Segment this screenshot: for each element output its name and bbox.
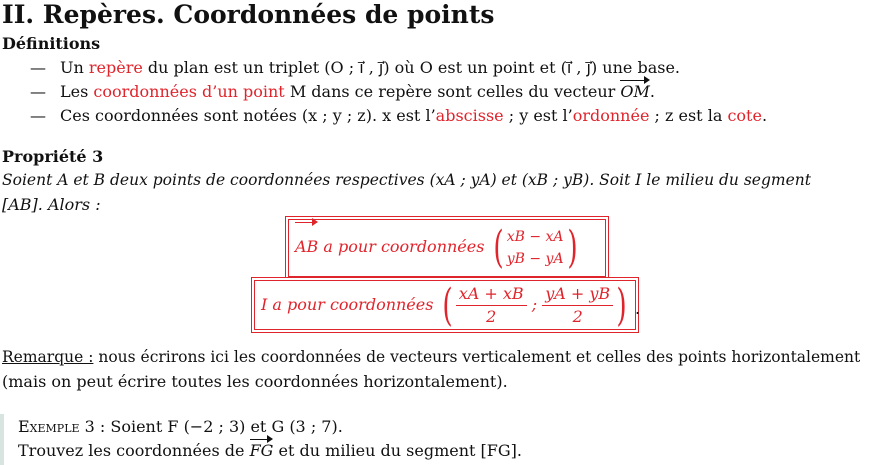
separator: ;	[526, 295, 543, 314]
text: Ces coordonnées sont notées (x ; y ; z). x est l’	[60, 106, 436, 125]
section-heading: II. Repères. Coordonnées de points	[2, 0, 495, 29]
formula-period: .	[635, 299, 641, 318]
term-ordonnee: ordonnée	[572, 106, 650, 125]
definition-item-3	[30, 106, 767, 125]
property-title: Propriété 3	[2, 147, 104, 166]
text: nous écrirons ici les coordonnées de vecteurs verticalement et celles des points horizontalement	[93, 348, 861, 366]
coord-y: yB − yA	[506, 250, 564, 267]
midpoint-formula-box	[254, 280, 636, 330]
vector-fg: FG	[249, 441, 274, 460]
term-abscisse: abscisse	[435, 106, 504, 125]
midpoint-formula: I a pour coordonnées ( $\frac{xA + xB}{2}$ ; $\frac{yA + yB}{2}$ )	[261, 279, 627, 331]
text: et du milieu du segment [FG].	[273, 441, 523, 460]
text: .	[649, 82, 655, 101]
text: : Soient F (−2 ; 3) et G (3 ; 7).	[94, 417, 343, 436]
text: Un	[60, 58, 89, 77]
denominator-x: 2	[486, 307, 497, 326]
property-line-1: Soient A et B deux points de coordonnées respectives (xA ; yA) et (xB ; yB). Soit I le milieu du segment	[2, 171, 811, 189]
term-cote: cote	[727, 106, 762, 125]
vector-formula-box	[288, 219, 606, 277]
text: ; z est la	[649, 106, 728, 125]
example-label: Exemple 3	[18, 417, 95, 436]
text: Les	[60, 82, 94, 101]
property-line-2: [AB]. Alors :	[2, 195, 101, 214]
vector-formula: AB a pour coordonnées ( xB − xA yB − yA )	[295, 221, 578, 273]
example-line-2	[18, 441, 522, 460]
dash: —	[30, 58, 46, 77]
text: Trouvez les coordonnées de	[18, 441, 250, 460]
remark-line-2: (mais on peut écrire toutes les coordonnées horizontalement).	[2, 372, 508, 391]
formula-text: a pour coordonnées	[318, 237, 490, 256]
dash: —	[30, 82, 46, 101]
remark-line-1	[2, 348, 860, 366]
text: .	[761, 106, 768, 125]
dash: —	[30, 106, 46, 125]
example-bar	[0, 414, 4, 465]
example-line-1	[18, 417, 343, 436]
vector-ab: AB	[295, 224, 318, 270]
numerator-x: xA + xB	[456, 283, 527, 306]
coord-x: xB − xA	[506, 228, 564, 245]
text: du plan est un triplet (O ; i⃗ , j⃗) où O est un point et (i⃗ , j⃗) une base.	[142, 58, 681, 77]
definition-item-1	[30, 58, 680, 77]
term-repere: repère	[88, 58, 143, 77]
definitions-title: Définitions	[2, 34, 101, 53]
denominator-y: 2	[572, 307, 583, 326]
formula-text: I a pour coordonnées	[261, 295, 439, 314]
term-coordonnees: coordonnées d’un point	[93, 82, 285, 101]
vector-om: OM	[620, 82, 650, 101]
text: ; y est l’	[503, 106, 573, 125]
numerator-y: yA + yB	[542, 283, 613, 306]
text: M dans ce repère sont celles du vecteur	[284, 82, 621, 101]
remark-label: Remarque :	[2, 348, 94, 366]
definition-item-2	[30, 82, 655, 101]
